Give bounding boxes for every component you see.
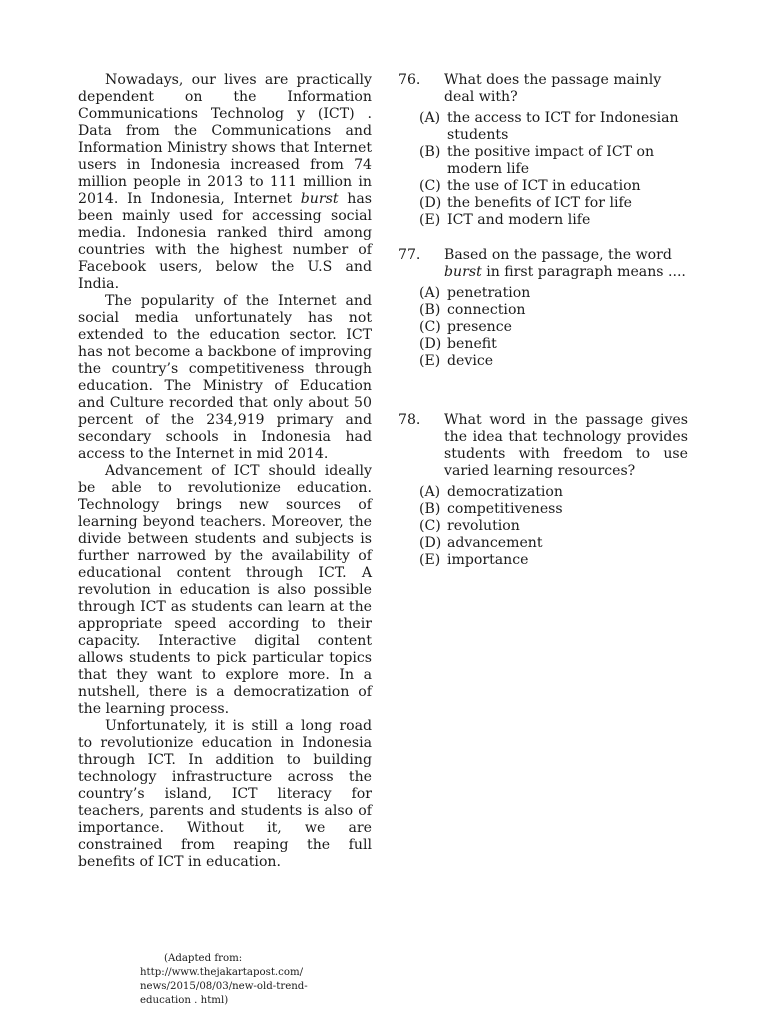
passage-p1-text-b: has been mainly used for accessing social media. Indonesia ranked third among countries with the highest number of Facebook users, below the U.S and India. <box>78 191 372 292</box>
option-letter: (D) <box>419 195 442 211</box>
option-d[interactable] <box>419 535 688 552</box>
passage-paragraph-3: Advancement of ICT should ideally be able to revolutionize education. Technology brings new sources of learning beyond teachers. Moreover, the divide between students and subjects is further narrowed by the availability of educational content through ICT. A revolution in education is also possible through ICT as students can learn at the appropriate speed according to their capacity. Interactive digital content allows students to pick particular topics that they want to explore more. In a nutshell, there is a democratization of the learning process. <box>78 463 372 717</box>
option-letter: (B) <box>419 144 441 160</box>
option-text: advancement <box>447 535 543 551</box>
option-letter: (E) <box>419 552 441 568</box>
option-letter: (E) <box>419 212 441 228</box>
option-c[interactable] <box>419 518 688 535</box>
question-76 <box>398 72 688 229</box>
option-letter: (B) <box>419 302 441 318</box>
option-b[interactable] <box>419 302 688 319</box>
question-stem <box>398 72 688 106</box>
question-text <box>444 247 688 281</box>
question-text-a: Based on the passage, the word <box>444 247 672 263</box>
question-text <box>444 72 688 106</box>
option-text: device <box>447 353 494 369</box>
option-a[interactable] <box>419 110 688 144</box>
option-letter: (A) <box>419 110 441 126</box>
option-c[interactable] <box>419 319 688 336</box>
option-e[interactable] <box>419 212 688 229</box>
passage-p1-text-a: Nowadays, our lives are practically dependent on the Information Communications Technolog y (ICT) . Data from the Communications and Information Ministry shows that Internet users in Indonesia increased from 74 million people in 2013 to 111 million in 2014. In Indonesia, Internet <box>78 72 372 207</box>
option-text: revolution <box>447 518 520 534</box>
citation-line-4: education . html) <box>140 995 229 1006</box>
option-b[interactable] <box>419 144 688 178</box>
option-text: the positive impact of ICT on modern life <box>447 144 655 177</box>
question-number: 76. <box>398 72 421 88</box>
question-text-b: in first paragraph means .... <box>481 264 686 280</box>
option-letter: (B) <box>419 501 441 517</box>
option-text: benefit <box>447 336 497 352</box>
source-citation <box>140 952 370 1008</box>
option-letter: (D) <box>419 535 442 551</box>
option-letter: (C) <box>419 178 441 194</box>
question-number: 78. <box>398 412 421 428</box>
answer-options <box>419 285 688 370</box>
question-stem <box>398 247 688 281</box>
option-a[interactable] <box>419 484 688 501</box>
passage-paragraph-1 <box>78 72 372 293</box>
passage-paragraph-4: Unfortunately, it is still a long road to revolutionize education in Indonesia through ICT. In addition to building technology infrastructure across the country’s island, ICT literacy for teachers, parents and students is also of importance. Without it, we are constrained from reaping the full benefits of ICT in education. <box>78 718 372 870</box>
reading-passage <box>78 72 372 871</box>
citation-line-3: news/2015/08/03/new-old-trend- <box>140 981 308 992</box>
question-77 <box>398 247 688 370</box>
question-stem <box>398 412 688 480</box>
option-e[interactable] <box>419 552 688 569</box>
option-letter: (D) <box>419 336 442 352</box>
option-text: the access to ICT for Indonesian students <box>447 110 679 143</box>
citation-line-2: http://www.thejakartapost.com/ <box>140 967 304 978</box>
answer-options <box>419 110 688 229</box>
answer-options <box>419 484 688 569</box>
option-text: democratization <box>447 484 563 500</box>
citation-line-1: (Adapted from: <box>164 953 243 964</box>
passage-paragraph-2: The popularity of the Internet and social media unfortunately has not extended to the education sector. ICT has not become a backbone of improving the country’s competitiveness through education. The Ministry of Education and Culture recorded that only about 50 percent of the 234,919 primary and secondary schools in Indonesia had access to the Internet in mid 2014. <box>78 293 372 462</box>
passage-p1-emphasis: burst <box>300 191 339 207</box>
question-number: 77. <box>398 247 421 263</box>
option-a[interactable] <box>419 285 688 302</box>
option-text: presence <box>447 319 512 335</box>
option-text: the benefits of ICT for life <box>447 195 633 211</box>
option-d[interactable] <box>419 195 688 212</box>
option-letter: (C) <box>419 518 441 534</box>
option-text: ICT and modern life <box>447 212 591 228</box>
option-text: the use of ICT in education <box>447 178 641 194</box>
option-c[interactable] <box>419 178 688 195</box>
option-letter: (A) <box>419 285 441 301</box>
option-text: penetration <box>447 285 531 301</box>
option-text: importance <box>447 552 529 568</box>
option-d[interactable] <box>419 336 688 353</box>
question-text-emphasis: burst <box>444 264 482 280</box>
question-text-a: What word in the passage gives the idea that technology provides students with freedom to use varied learning resources? <box>444 412 688 479</box>
option-b[interactable] <box>419 501 688 518</box>
option-letter: (A) <box>419 484 441 500</box>
option-text: competitiveness <box>447 501 563 517</box>
question-text <box>444 412 688 480</box>
option-letter: (E) <box>419 353 441 369</box>
option-text: connection <box>447 302 526 318</box>
option-e[interactable] <box>419 353 688 370</box>
question-78 <box>398 412 688 569</box>
question-text-a: What does the passage mainly deal with? <box>444 72 662 105</box>
option-letter: (C) <box>419 319 441 335</box>
